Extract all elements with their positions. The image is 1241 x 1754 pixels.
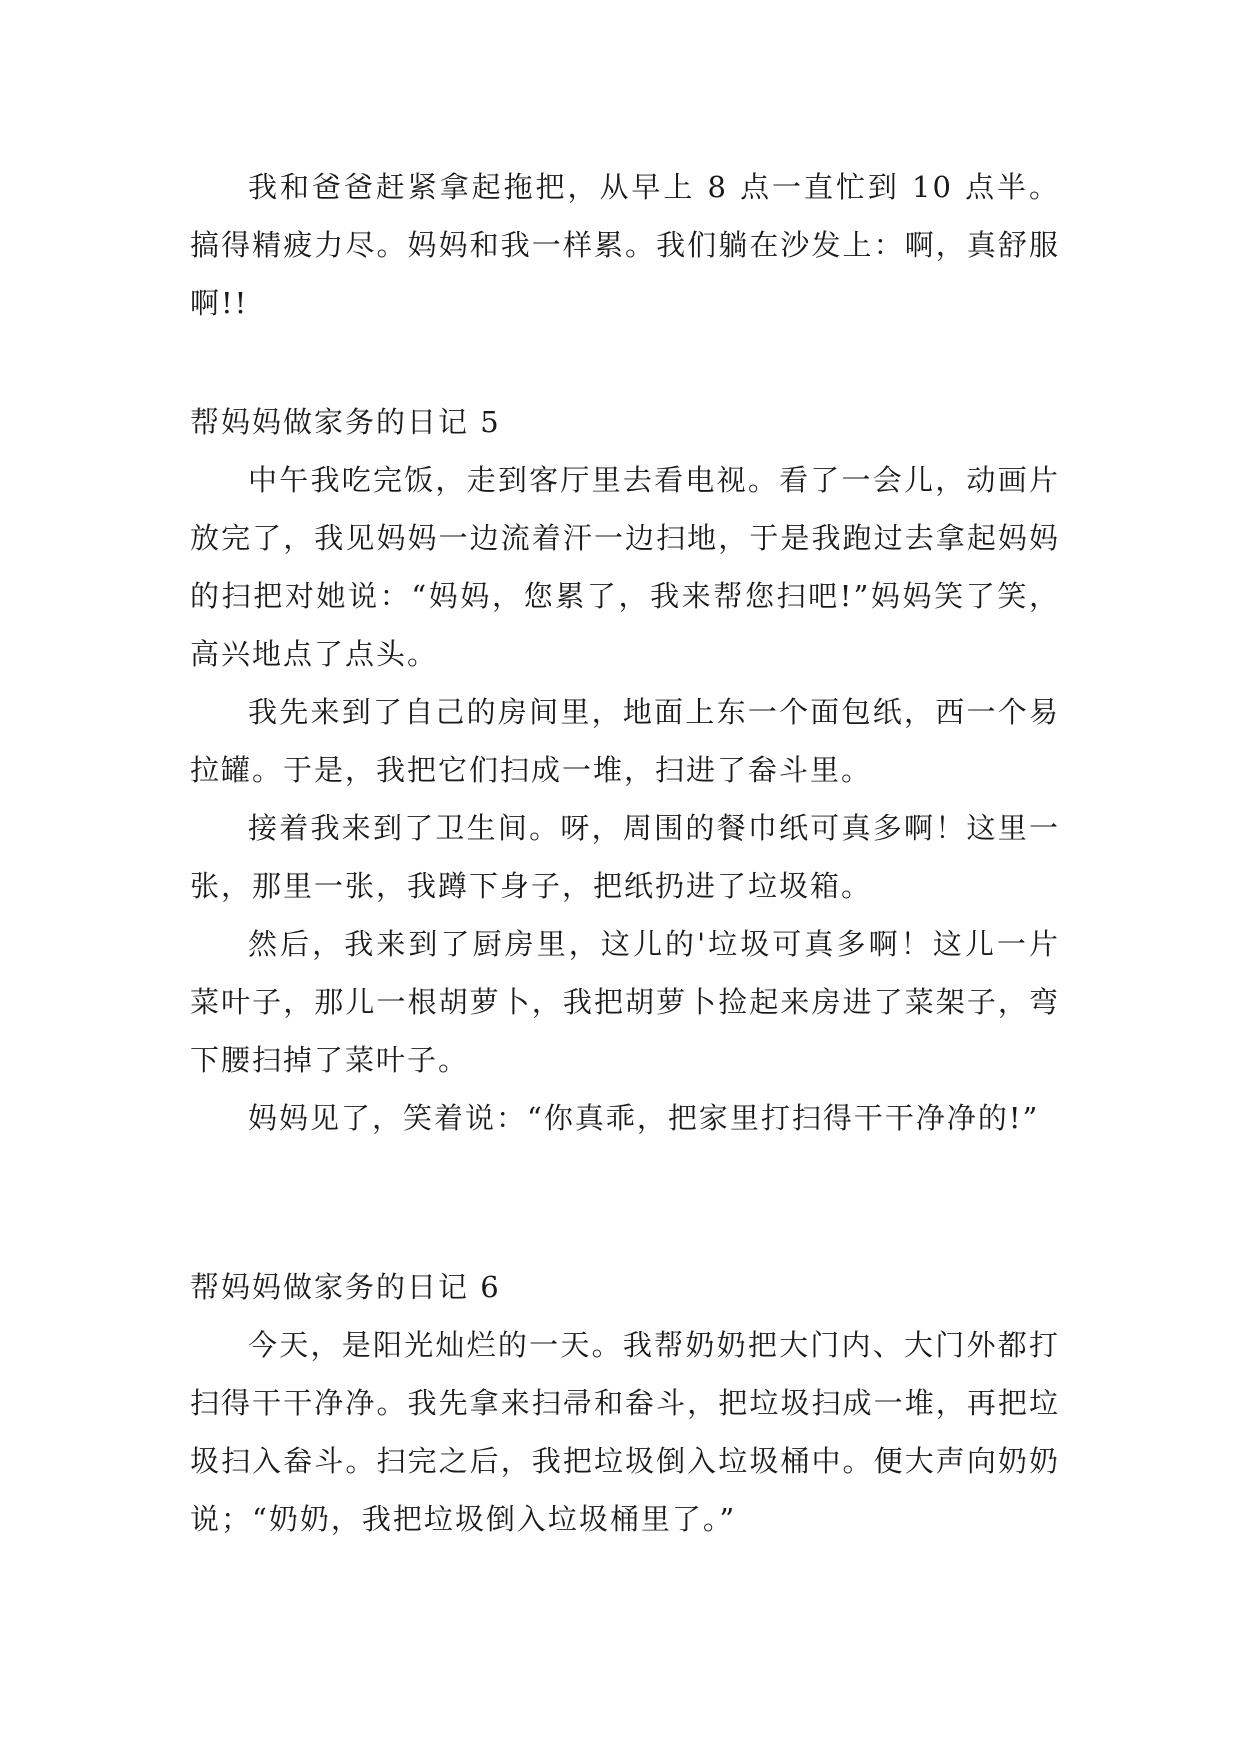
paragraph: 妈妈见了，笑着说：“你真乖，把家里打扫得干干净净的!”: [248, 1101, 1040, 1135]
section-3: [190, 1258, 1060, 1548]
section-heading: 帮妈妈做家务的日记 6: [190, 1270, 501, 1304]
paragraph: 我和爸爸赶紧拿起拖把，从早上 8 点一直忙到 10 点半。搞得精疲力尽。妈妈和我一样累。我们躺在沙发上：啊，真舒服啊!!: [190, 170, 1060, 320]
paragraph: 接着我来到了卫生间。呀，周围的餐巾纸可真多啊！这里一张，那里一张，我蹲下身子，把纸扔进了垃圾箱。: [190, 811, 1060, 903]
section-2: [190, 393, 1060, 1147]
paragraph: 然后，我来到了厨房里，这儿的'垃圾可真多啊！这儿一片菜叶子，那儿一根胡萝卜，我把胡萝卜捡起来房进了菜架子，弯下腰扫掉了菜叶子。: [190, 927, 1060, 1077]
section-heading: 帮妈妈做家务的日记 5: [190, 405, 501, 439]
paragraph: 今天，是阳光灿烂的一天。我帮奶奶把大门内、大门外都打扫得干干净净。我先拿来扫帚和畚斗，把垃圾扫成一堆，再把垃圾扫入畚斗。扫完之后，我把垃圾倒入垃圾桶中。便大声向奶奶说；“奶奶，我把垃圾倒入垃圾桶里了。”: [190, 1328, 1060, 1536]
paragraph: 中午我吃完饭，走到客厅里去看电视。看了一会儿，动画片放完了，我见妈妈一边流着汗一边扫地，于是我跑过去拿起妈妈的扫把对她说：“妈妈，您累了，我来帮您扫吧!”妈妈笑了笑，高兴地点了点头。: [190, 463, 1060, 671]
section-1: [190, 158, 1060, 332]
paragraph: 我先来到了自己的房间里，地面上东一个面包纸，西一个易拉罐。于是，我把它们扫成一堆，扫进了畚斗里。: [190, 695, 1060, 787]
